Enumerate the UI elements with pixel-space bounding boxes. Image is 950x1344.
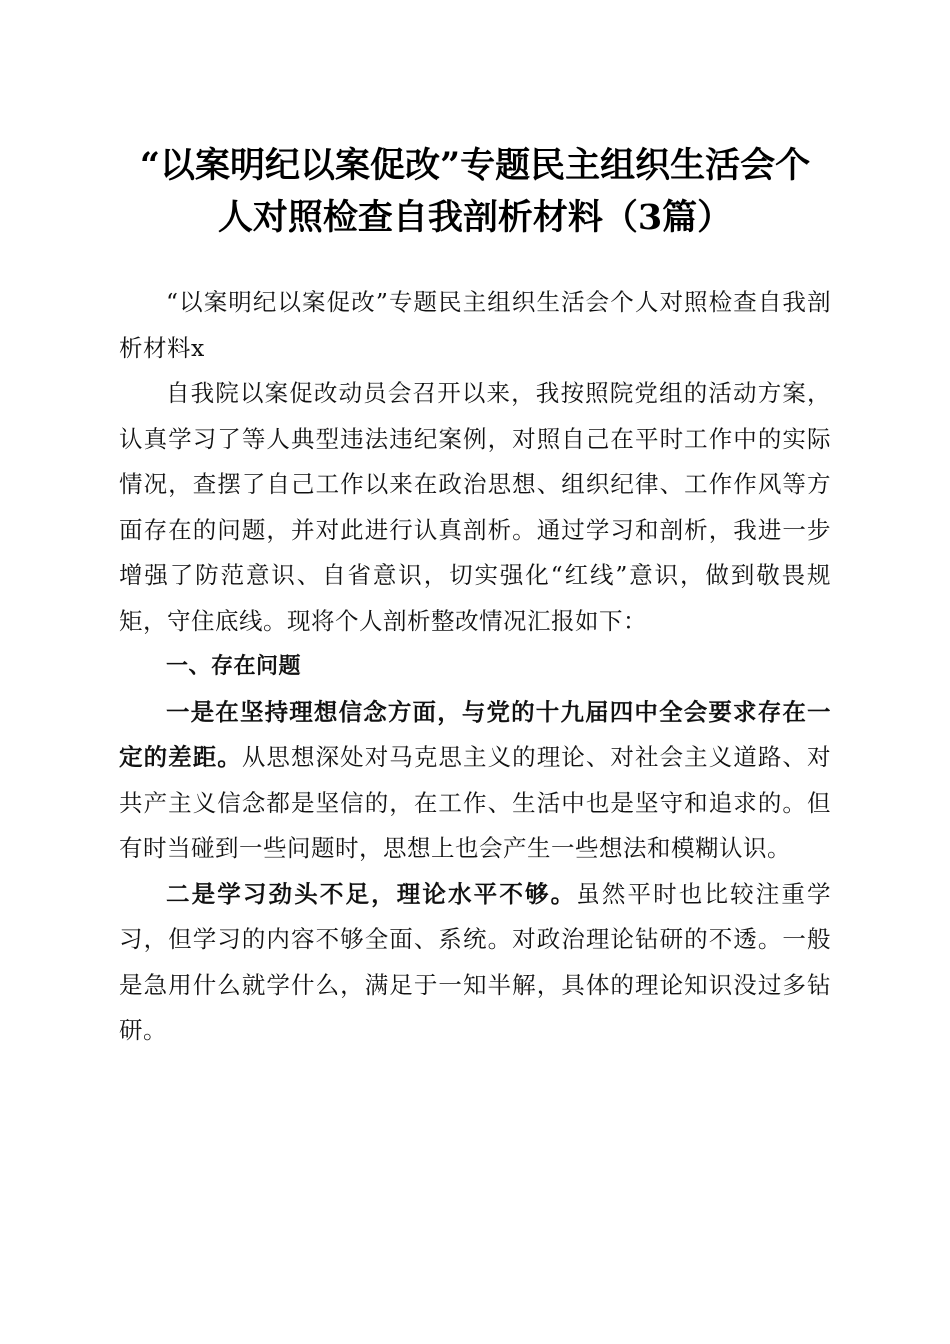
issue-2-text: 虽然平时也比较注重学习，但学习的内容不够全面、系统。对政治理论钻研的不透。一般是急用什么就学什么，满足于一知半解，具体的理论知识没过多钻研。 xyxy=(119,879,832,1044)
issue-1-text: 从思想深处对马克思主义的理论、对社会主义道路、对共产主义信念都是坚信的，在工作、生活中也是坚守和追求的。但有时当碰到一些问题时，思想上也会产生一些想法和模糊认识。 xyxy=(119,743,832,862)
title-line-1: “以案明纪以案促改”专题民主组织生活会个 xyxy=(139,145,811,186)
issue-paragraph-2 xyxy=(119,872,831,1054)
issue-2-lead: 二是学习劲头不足，理论水平不够。 xyxy=(166,879,577,908)
issue-paragraph-1 xyxy=(119,690,831,872)
intro-paragraph: 自我院以案促改动员会召开以来，我按照院党组的活动方案，认真学习了等人典型违法违纪案例，对照自己在平时工作中的实际情况，查摆了自己工作以来在政治思想、组织纪律、工作作风等方面存在的问题，并对此进行认真剖析。通过学习和剖析，我进一步增强了防范意识、自省意识，切实强化“红线”意识，做到敬畏规矩，守住底线。现将个人剖析整改情况汇报如下： xyxy=(119,379,831,635)
document-body xyxy=(119,280,831,1054)
title-line-2: 人对照检查自我剖析材料（3篇） xyxy=(217,197,733,238)
issue-1-lead: 一是在坚持理想信念方面，与党的十九届四中全会要求存在一定的差距。 xyxy=(119,697,831,771)
section-heading: 一、存在问题 xyxy=(166,654,302,679)
subtitle-paragraph: “以案明纪以案促改”专题民主组织生活会个人对照检查自我剖析材料x xyxy=(119,288,831,362)
document-title xyxy=(100,140,850,244)
